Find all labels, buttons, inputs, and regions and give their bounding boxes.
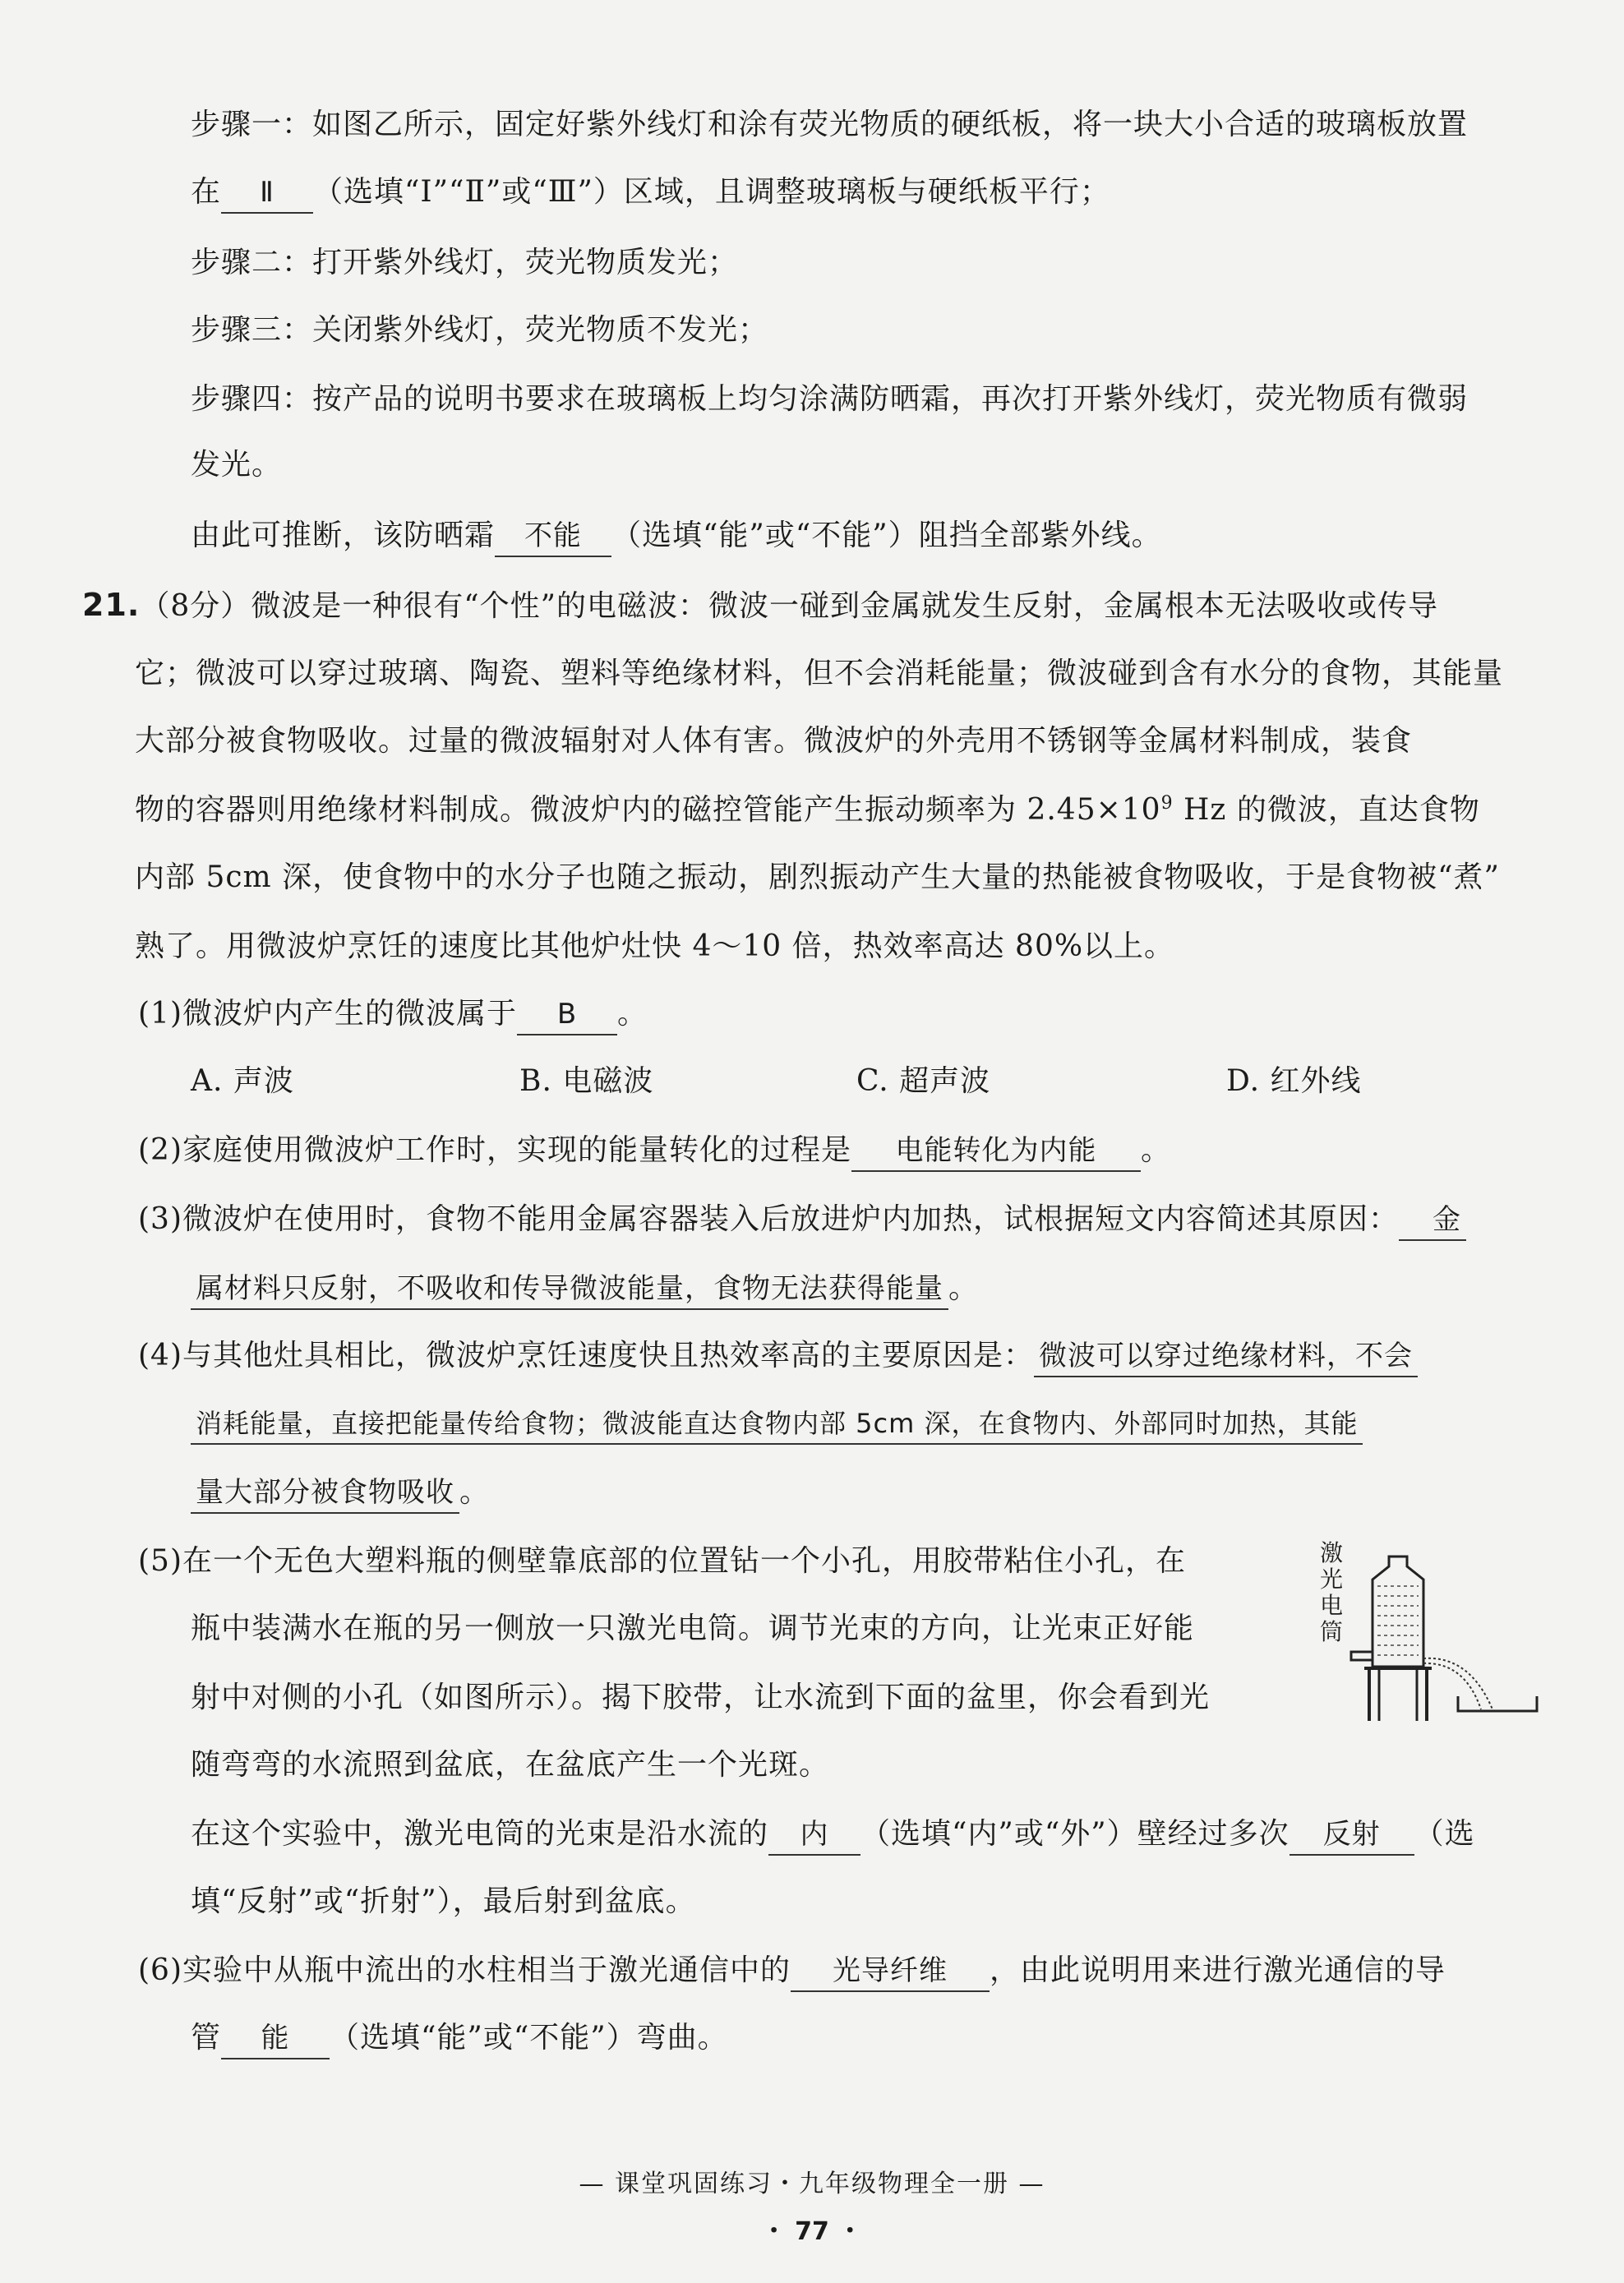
answer-blank-subq-3-b: 属材料只反射，不吸收和传导微波能量，食物无法获得能量 <box>191 1269 948 1310</box>
answer-blank-subq-4-a: 微波可以穿过绝缘材料，不会 <box>1034 1336 1418 1377</box>
subq-6-line-1 <box>138 1951 1446 1992</box>
step-2: 步骤二：打开紫外线灯，荧光物质发光； <box>191 246 739 279</box>
subq-5-line-1: (5)在一个无色大塑料瓶的侧壁靠底部的位置钻一个小孔，用胶带粘住小孔，在 <box>138 1544 1186 1578</box>
q21-line-4-b: Hz 的微波，直达食物 <box>1173 793 1480 827</box>
subq-5-line-3: 射中对侧的小孔（如图所示）。揭下胶带，让水流到下面的盆里，你会看到光 <box>191 1681 1211 1714</box>
subq-4-text: (4)与其他灶具相比，微波炉烹饪速度快且热效率高的主要原因是： <box>138 1339 1034 1372</box>
subq-5-line-6: 填“反射”或“折射”），最后射到盆底。 <box>191 1884 696 1918</box>
figure-label-char-2: 光 <box>1319 1566 1343 1593</box>
conclusion-suffix: （选填“能”或“不能”）阻挡全部紫外线。 <box>611 519 1162 552</box>
step-1-suffix: （选填“Ⅰ”“Ⅱ”或“Ⅲ”）区域，且调整玻璃板与硬纸板平行； <box>313 175 1110 209</box>
option-c: C. 超声波 <box>856 1064 991 1098</box>
q21-line-1 <box>82 585 1438 626</box>
answer-blank-subq-6-a: 光导纤维 <box>791 1951 990 1992</box>
step-3: 步骤三：关闭紫外线灯，荧光物质不发光； <box>191 313 769 347</box>
step-4-line-1: 步骤四：按产品的说明书要求在玻璃板上均匀涂满防晒霜，再次打开紫外线灯，荧光物质有微弱 <box>191 382 1469 416</box>
q21-line-4-a: 物的容器则用绝缘材料制成。微波炉内的磁控管能产生振动频率为 2.45×10 <box>135 793 1161 827</box>
subq-4-line-2 <box>191 1404 1363 1445</box>
bottle-diagram <box>1305 1535 1552 1732</box>
subq-6-line-2 <box>191 2018 728 2059</box>
step-1-line-1: 步骤一：如图乙所示，固定好紫外线灯和涂有荧光物质的硬纸板，将一块大小合适的玻璃板放置 <box>191 108 1469 141</box>
option-a: A. 声波 <box>191 1064 294 1098</box>
conclusion-line <box>191 516 1162 557</box>
subq-6-end: （选填“能”或“不能”）弯曲。 <box>330 2021 728 2055</box>
q21-intro: （8分）微波是一种很有“个性”的电磁波：微波一碰到金属就发生反射，金属根本无法吸收或传导 <box>140 589 1439 623</box>
subq-3-line-1 <box>138 1200 1466 1241</box>
figure-label-char-3: 电 <box>1319 1592 1343 1619</box>
answer-blank-subq-2: 电能转化为内能 <box>851 1131 1141 1172</box>
options-row <box>191 1062 1539 1101</box>
q21-line-3: 大部分被食物吸收。过量的微波辐射对人体有害。微波炉的外壳用不锈钢等金属材料制成，装食 <box>135 724 1413 758</box>
q21-line-6: 熟了。用微波炉烹饪的速度比其他炉灶快 4～10 倍，热效率高达 80%以上。 <box>135 929 1175 963</box>
q21-line-5: 内部 5cm 深，使食物中的水分子也随之振动，剧烈振动产生大量的热能被食物吸收，于是食物被“煮” <box>135 860 1500 894</box>
answer-blank-conclusion: 不能 <box>495 516 611 557</box>
answer-blank-subq-4-b: 消耗能量，直接把能量传给食物；微波能直达食物内部 5cm 深，在食物内、外部同时加热，其能 <box>191 1404 1363 1445</box>
subq-2 <box>138 1131 1171 1172</box>
subq-1-text: (1)微波炉内产生的微波属于 <box>138 997 517 1031</box>
laser-figure <box>1305 1535 1552 1732</box>
subq-4-line-3 <box>191 1473 490 1514</box>
subq-4-line-1 <box>138 1336 1418 1377</box>
answer-blank-subq-5-b: 反射 <box>1290 1815 1414 1856</box>
answer-blank-subq-6-b: 能 <box>221 2018 330 2059</box>
option-d: D. 红外线 <box>1226 1064 1362 1098</box>
subq-2-end: 。 <box>1141 1133 1172 1167</box>
subq-5-line-2: 瓶中装满水在瓶的另一侧放一只激光电筒。调节光束的方向，让光束正好能 <box>191 1612 1195 1645</box>
conclusion-prefix: 由此可推断，该防晒霜 <box>191 519 496 552</box>
figure-label-char-4: 筒 <box>1319 1618 1343 1645</box>
q21-line-2: 它；微波可以穿过玻璃、陶瓷、塑料等绝缘材料，但不会消耗能量；微波碰到含有水分的食物，其能量 <box>135 657 1504 690</box>
answer-blank-subq-3-a: 金 <box>1399 1200 1466 1241</box>
subq-3-text: (3)微波炉在使用时，食物不能用金属容器装入后放进炉内加热，试根据短文内容简述其原因： <box>138 1202 1399 1236</box>
subq-5-text: 在这个实验中，激光电筒的光束是沿水流的 <box>191 1817 769 1851</box>
step-1-line-2 <box>191 173 1110 214</box>
subq-5-mid: （选填“内”或“外”）壁经过多次 <box>860 1817 1290 1851</box>
subq-3-end: 。 <box>948 1271 980 1305</box>
subq-6-text: (6)实验中从瓶中流出的水柱相当于激光通信中的 <box>138 1953 791 1987</box>
subq-1 <box>138 994 648 1035</box>
subq-5-end: （选 <box>1414 1817 1475 1851</box>
step-4-line-2: 发光。 <box>191 448 283 482</box>
footer-title: — 课堂巩固练习・九年级物理全一册 — <box>579 2170 1045 2198</box>
question-number: 21. <box>82 587 141 623</box>
subq-2-text: (2)家庭使用微波炉工作时，实现的能量转化的过程是 <box>138 1133 851 1167</box>
answer-blank-subq-1: B <box>517 994 617 1035</box>
exponent: 9 <box>1160 793 1174 814</box>
subq-6-mid: ，由此说明用来进行激光通信的导 <box>990 1953 1446 1987</box>
subq-6-prefix: 管 <box>191 2021 222 2055</box>
subq-5-line-5 <box>191 1815 1475 1856</box>
answer-blank-subq-4-c: 量大部分被食物吸收 <box>191 1473 459 1514</box>
option-b: B. 电磁波 <box>519 1064 654 1098</box>
subq-5-line-4: 随弯弯的水流照到盆底，在盆底产生一个光斑。 <box>191 1748 830 1782</box>
answer-blank-subq-5-a: 内 <box>768 1815 860 1856</box>
q21-line-4 <box>135 791 1480 830</box>
subq-1-end: 。 <box>617 997 648 1031</box>
figure-label-char-1: 激 <box>1319 1539 1343 1566</box>
page-number: ・ 77 ・ <box>761 2217 863 2246</box>
subq-4-end: 。 <box>459 1475 491 1509</box>
step-1-prefix: 在 <box>191 175 222 209</box>
subq-3-line-2 <box>191 1269 979 1310</box>
answer-blank-region: Ⅱ <box>221 173 313 214</box>
